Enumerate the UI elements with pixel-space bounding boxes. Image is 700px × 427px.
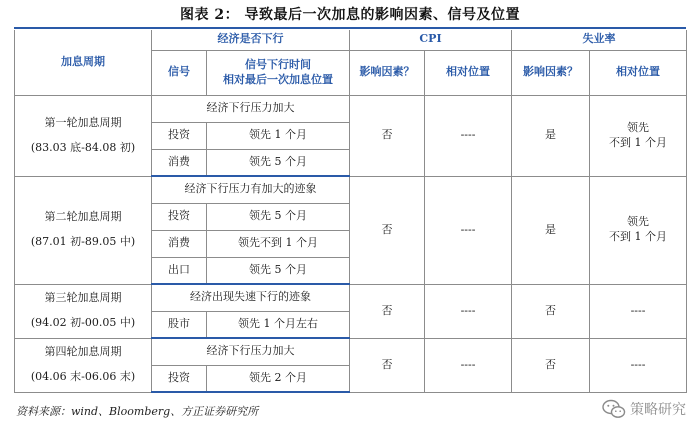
economy-note: 经济出现失速下行的迹象	[152, 284, 350, 311]
table-title: 图表 2： 导致最后一次加息的影响因素、信号及位置	[180, 7, 520, 23]
cpi-position: ----	[425, 95, 512, 176]
cycle-cell	[15, 176, 152, 284]
watermark-text: 策略研究	[630, 402, 686, 418]
unemp-factor: 否	[512, 284, 590, 338]
economy-note: 经济下行压力加大	[152, 95, 350, 122]
rate-hike-table	[14, 30, 687, 393]
header-signal: 信号	[152, 50, 207, 95]
signal-cell: 投资	[152, 122, 207, 149]
signal-time-cell: 领先 5 个月	[207, 149, 350, 176]
header-cpi-factor: 影响因素？	[350, 50, 425, 95]
unemp-factor: 是	[512, 95, 590, 176]
header-unemp-factor: 影响因素？	[512, 50, 590, 95]
unemp-position	[590, 95, 687, 176]
header-unemployment: 失业率	[512, 30, 687, 50]
header-signal-time-line2: 相对最后一次加息位置	[223, 72, 333, 86]
cpi-factor: 否	[350, 284, 425, 338]
signal-cell: 消费	[152, 230, 207, 257]
title-rule	[14, 27, 686, 29]
cycle-name: 第三轮加息周期	[44, 291, 122, 305]
unemp-position: ----	[590, 284, 687, 338]
unemp-position-line2: 不到 1 个月	[609, 135, 668, 149]
cycle-name: 第一轮加息周期	[44, 115, 122, 129]
watermark	[602, 399, 686, 419]
unemp-factor: 是	[512, 176, 590, 284]
cycle-cell	[15, 95, 152, 176]
signal-cell: 出口	[152, 257, 207, 284]
cycle-range: (87.01 初-89.05 中)	[30, 235, 136, 248]
signal-time-cell: 领先不到 1 个月	[207, 230, 350, 257]
header-signal-time-line1: 信号下行时间	[245, 57, 311, 71]
header-cycle: 加息周期	[15, 30, 152, 95]
signal-cell: 消费	[152, 149, 207, 176]
signal-time-cell: 领先 1 个月	[207, 122, 350, 149]
cpi-factor: 否	[350, 338, 425, 392]
unemp-position-line1: 领先	[627, 120, 650, 134]
unemp-position-line2: 不到 1 个月	[609, 230, 668, 243]
cpi-position: ----	[425, 338, 512, 392]
cpi-factor: 否	[350, 176, 425, 284]
signal-cell: 投资	[152, 203, 207, 230]
cpi-factor: 否	[350, 95, 425, 176]
unemp-position-line1: 领先	[627, 215, 650, 229]
signal-time-cell: 领先 5 个月	[207, 257, 350, 284]
cycle-cell	[15, 284, 152, 338]
economy-note: 经济下行压力有加大的迹象	[152, 176, 350, 203]
signal-time-cell: 领先 1 个月左右	[207, 311, 350, 338]
wechat-icon	[602, 399, 626, 419]
header-signal-time	[207, 50, 350, 95]
unemp-position	[590, 176, 687, 284]
cycle-range: (94.02 初-00.05 中)	[30, 316, 136, 329]
economy-note: 经济下行压力加大	[152, 338, 350, 365]
signal-cell: 投资	[152, 365, 207, 392]
cycle-cell	[15, 338, 152, 392]
header-cpi: CPI	[350, 30, 512, 50]
unemp-position: ----	[590, 338, 687, 392]
source-note: 资料来源：wind、Bloomberg、方正证券研究所	[16, 405, 259, 418]
cycle-name: 第四轮加息周期	[44, 345, 122, 359]
cycle-range: (83.03 底-84.08 初)	[30, 140, 136, 154]
header-economy: 经济是否下行	[152, 30, 350, 50]
header-cpi-position: 相对位置	[425, 50, 512, 95]
cpi-position: ----	[425, 176, 512, 284]
cycle-name: 第二轮加息周期	[44, 210, 122, 224]
unemp-factor: 否	[512, 338, 590, 392]
signal-time-cell: 领先 5 个月	[207, 203, 350, 230]
cycle-range: (04.06 末-06.06 末)	[30, 370, 136, 383]
signal-time-cell: 领先 2 个月	[207, 365, 350, 392]
signal-cell: 股市	[152, 311, 207, 338]
cpi-position: ----	[425, 284, 512, 338]
header-unemp-position: 相对位置	[590, 50, 687, 95]
